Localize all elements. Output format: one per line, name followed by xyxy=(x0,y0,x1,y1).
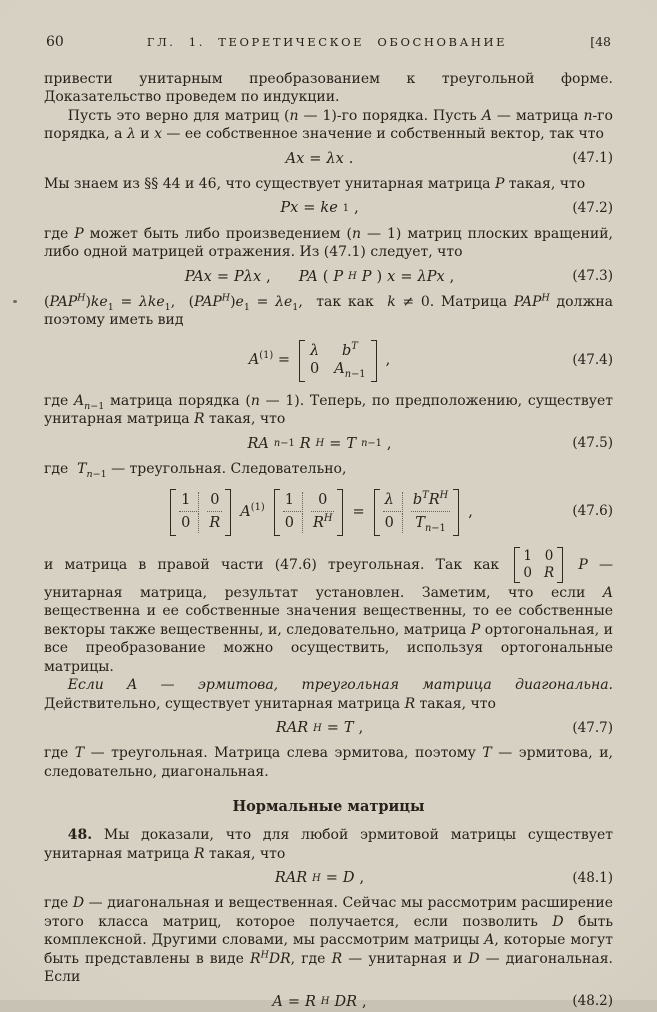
paragraph-where-an1: где $A_{n-1}$ матрица порядка (n — 1). Теперь, по предположению, существует унитарная матрица R такая, что xyxy=(44,392,613,428)
equation-middle-term: $A^{(1)}$ xyxy=(240,501,265,520)
matrix-cell: $T_{n-1}$ xyxy=(415,515,446,535)
matrix-cell: λ xyxy=(383,492,403,513)
matrix-cell: R xyxy=(543,565,555,582)
paragraph-continuation: привести унитарным преобразованием к треугольной форме. Доказательство проведем по индукции. xyxy=(44,71,613,106)
paragraph-48-intro: 48. Мы доказали, что для любой эрмитовой матрицы существует унитарная матрица R такая, что xyxy=(44,827,613,862)
section-heading-normal-matrices: Нормальные матрицы xyxy=(232,798,425,816)
matrix-cell: $b^TR^H$ xyxy=(411,492,450,513)
matrix-cell: $A_{n-1}$ xyxy=(334,361,366,381)
matrix-cell: λ xyxy=(310,342,320,359)
matrix-cell: 0 xyxy=(283,513,303,533)
inline-matrix xyxy=(514,546,563,584)
equation-47-6 xyxy=(44,487,613,538)
paragraph-text: P — унитарная матрица, результат установлен. Заметим, что если A вещественна и ее собственные значения вещественны, то ее собственные векторы также вещественны, и, следовательно, матрица P ортогональная, и все преобразование можно осуществить, используя ортогональные матрицы. xyxy=(44,556,614,675)
equation-trail: , xyxy=(385,352,391,369)
equation-47-7 xyxy=(44,719,613,738)
equation-number: (47.7) xyxy=(572,719,613,736)
matrix-cell: 0 xyxy=(311,492,335,513)
equation-48-2 xyxy=(44,993,613,1012)
equation-body: A = R H DR , xyxy=(272,993,367,1010)
matrix-right-factor xyxy=(274,488,344,537)
chapter-running-title: ГЛ. 1. ТЕОРЕТИЧЕСКОЕ ОБОСНОВАНИЕ xyxy=(146,35,508,49)
paragraph-we-know: Мы знаем из §§ 44 и 46, что существует унитарная матрица P такая, что xyxy=(44,176,586,192)
matrix-result xyxy=(374,488,460,537)
equation-trail: , xyxy=(468,503,473,520)
equation-body: RAR H = D , xyxy=(274,870,365,887)
text-block xyxy=(44,70,613,1012)
paragraph-where-t: где T — треугольная. Матрица слева эрмитова, поэтому T — эрмитова, и, следовательно, диагональная. xyxy=(44,745,613,780)
equation-47-5 xyxy=(44,435,613,454)
equation-body: RAR H = T , xyxy=(275,720,364,737)
equation-47-1 xyxy=(44,150,613,169)
equation-number: (47.5) xyxy=(572,435,613,452)
equation-number: (47.6) xyxy=(572,503,613,520)
equation-47-4 xyxy=(44,338,613,384)
equation-47-2 xyxy=(44,199,613,218)
matrix-cell: 1 xyxy=(523,547,532,564)
matrix-cell: $b^T$ xyxy=(341,340,358,359)
equation-body: PAx = Pλx , PA ( P H P ) x = λPx , xyxy=(184,268,455,285)
equals-sign: = xyxy=(352,503,365,520)
equation-lhs: $A^{(1)}$ = xyxy=(248,350,290,369)
equation-body: Px = ke 1 , xyxy=(280,200,359,217)
equation-48-1 xyxy=(44,869,613,888)
paragraph-induction: Пусть это верно для матриц (n — 1)-го порядка. Пусть A — матрица n-го порядка, а λ и x — ее собственное значение и собственный вектор, так что xyxy=(44,107,613,143)
scan-artifact xyxy=(13,300,17,303)
equation-body xyxy=(249,338,390,384)
matrix-cell: 0 xyxy=(310,361,320,378)
paragraph-where-d: где D — диагональная и вещественная. Сейчас мы рассмотрим расширение этого класса матриц, которое получается, если позволить D быть комплексной. Другими словами, мы рассмотрим матрицы A, которые могут быть представлены в виде $R^HDR$, где R — унитарная и D — диагональная. Если xyxy=(44,895,613,986)
matrix-cell: 0 xyxy=(383,513,403,533)
matrix-cell: 0 xyxy=(179,513,199,533)
matrix-cell: $R^H$ xyxy=(312,513,333,532)
page-number: 60 xyxy=(46,34,64,50)
matrix-cell: 0 xyxy=(523,565,532,582)
running-head xyxy=(46,34,611,50)
matrix-left-factor xyxy=(170,488,231,537)
equation-number: (47.2) xyxy=(572,200,613,217)
equation-number: (47.1) xyxy=(572,150,613,167)
folio-mark: [48 xyxy=(590,34,611,49)
equation-number: (48.1) xyxy=(572,869,613,886)
matrix-cell: 0 xyxy=(207,492,222,513)
matrix-cell: 1 xyxy=(179,492,199,513)
matrix-a1 xyxy=(299,339,377,383)
matrix-cell: R xyxy=(209,515,221,532)
paragraph-pap-h: $(PAP^H)ke_1 = \lambda ke_1$, $(PAP^H)e_1 = \lambda e_1$, так как k ≠ 0. Матрица $PAP^H$ должна поэтому иметь вид xyxy=(44,292,614,329)
equation-number: (48.2) xyxy=(572,993,613,1010)
equation-body xyxy=(166,487,473,538)
equation-number: (47.3) xyxy=(572,268,613,285)
equation-body: RA n−1 R H = T n−1 , xyxy=(247,435,392,452)
matrix-cell: 0 xyxy=(544,547,554,564)
matrix-cell: 1 xyxy=(283,492,303,513)
paragraph-result-established xyxy=(44,546,613,676)
paragraph-where-tn1: где $T_{n-1}$ — треугольная. Следовательно, xyxy=(44,461,347,480)
paragraph-where-p: где P может быть либо произведением (n — 1) матриц плоских вращений, либо одной матрицей отражения. Из (47.1) следует, что xyxy=(44,225,613,261)
equation-47-3 xyxy=(44,268,613,287)
paragraph-text: и матрица в правой части (47.6) треугольная. Так как xyxy=(44,556,500,573)
equation-number: (47.4) xyxy=(572,351,613,368)
paragraph-hermitian-italic: Если A — эрмитова, треугольная матрица диагональна. Действительно, существует унитарная матрица R такая, что xyxy=(44,677,613,712)
equation-body: Ax = λx . xyxy=(285,150,354,167)
